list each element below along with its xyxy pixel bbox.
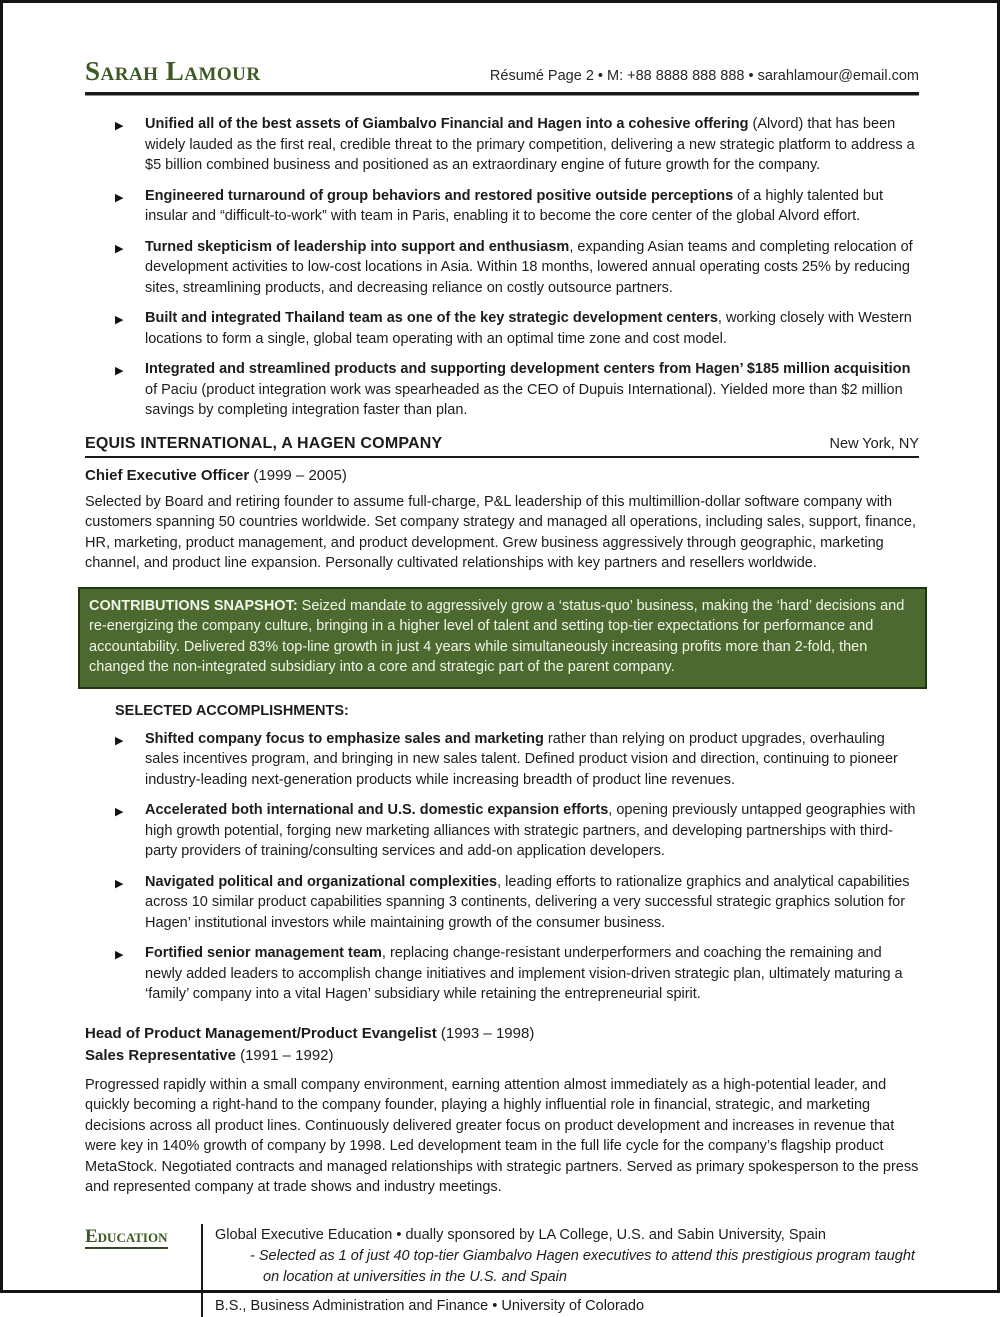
header-rule: [85, 92, 919, 96]
role-dates: (1993 – 1998): [436, 1024, 535, 1042]
page-header: [85, 58, 919, 85]
accomplishment-item: [115, 872, 919, 934]
selected-accomplishments-heading: SELECTED ACCOMPLISHMENTS:: [115, 702, 349, 719]
education-program-note: - Selected as 1 of just 40 top-tier Giambalvo Hagen executives to attend this prestigious program taught on location at universities in the U.S. and Spain: [250, 1248, 915, 1285]
role-line: [85, 1023, 919, 1045]
accomplishment-item: [115, 186, 919, 227]
accomplishment-detail: , replacing change-resistant underperformers and coaching the remaining and newly added leaders to accomplish change initiatives and implement vision-driven strategic plan, ultimately maturing a ‘family’ company into a vital Hagen’ subsidiary while retaining the entrepreneurial spirit.: [145, 945, 903, 1002]
employer-heading: [85, 435, 919, 458]
employer-name: EQUIS INTERNATIONAL, A HAGEN COMPANY: [85, 434, 443, 452]
role-title: Head of Product Management/Product Evangelist: [85, 1024, 437, 1042]
bullet-arrow-icon: ▶: [115, 877, 124, 890]
earlier-roles-summary: Progressed rapidly within a small company environment, earning attention almost immediately as a high-potential leader, and quickly becoming a right-hand to the company founder, playing a highly influential role in financial, strategic, and marketing decisions across all product lines. Continuously delivered greater focus on product development and increases in revenue that were key in 140% growth of company by 1998. Led development team in the full life cycle for the company’s flagship product MetaStock. Negotiated contracts and managed relationships with strategic partners. Served as primary spokesperson to the press and represented company at trade shows and industry meetings.: [85, 1076, 919, 1195]
accomplishment-item: [115, 308, 919, 349]
accomplishment-item: [115, 114, 919, 176]
employer-location: New York, NY: [829, 435, 919, 452]
candidate-name: Sarah Lamour: [85, 56, 261, 86]
accomplishment-lead: Navigated political and organizational complexities: [145, 873, 498, 890]
accomplishment-detail: , opening previously untapped geographies with high growth potential, forging new marketing alliances with strategic partners, and developing partnerships with third-party providers of training/consulting services and add-on application developers.: [145, 802, 916, 859]
education-heading: Education: [85, 1227, 168, 1250]
accomplishment-lead: Engineered turnaround of group behaviors and restored positive outside perceptions: [145, 187, 734, 204]
job-title: Chief Executive Officer: [85, 466, 250, 484]
job-title-line: [85, 467, 919, 484]
accomplishment-lead: Turned skepticism of leadership into support and enthusiasm: [145, 238, 570, 255]
accomplishment-detail: (Alvord) that has been widely lauded as the first real, credible threat to the primary competition, delivering a new strategic platform to address a $5 billion combined business and positioned as an extraordinary engine of future growth for the company.: [145, 116, 915, 173]
snapshot-text: Seized mandate to aggressively grow a ‘status-quo’ business, making the ‘hard’ decisions and re-energizing the company culture, bringing in a higher level of talent and setting top-tier expectations for performance and accountability. Delivered 83% top-line growth in just 4 years while simultaneously increasing profits more than 2-fold, then changed the non-integrated subsidiary into a core and strategic part of the parent company.: [89, 597, 905, 675]
bullet-arrow-icon: ▶: [115, 314, 124, 326]
accomplishment-detail: rather than relying on product upgrades, overhauling sales incentives program, and bringing in new sales talent. Defined product vision and direction, continuing to pioneer industry-leading next-generation products while increasing breadth of product line revenues.: [145, 730, 898, 788]
giambalvo-accomplishment-list: [85, 114, 919, 421]
bullet-arrow-icon: ▶: [115, 365, 124, 377]
education-section: [85, 1224, 919, 1317]
role-line: [85, 1045, 919, 1067]
accomplishment-lead: Shifted company focus to emphasize sales and marketing: [145, 730, 544, 747]
accomplishment-item: [115, 800, 919, 862]
bullet-arrow-icon: ▶: [115, 734, 124, 747]
bullet-arrow-icon: ▶: [115, 806, 124, 818]
role-title: Sales Representative: [85, 1046, 236, 1064]
bullet-arrow-icon: ▶: [115, 949, 124, 961]
accomplishment-lead: Unified all of the best assets of Giambalvo Financial and Hagen into a cohesive offering: [145, 116, 749, 132]
role-dates: (1991 – 1992): [235, 1046, 334, 1064]
education-label-column: [85, 1224, 201, 1317]
bullet-arrow-icon: ▶: [115, 191, 124, 204]
education-divider: [201, 1224, 203, 1317]
accomplishment-detail: , expanding Asian teams and completing relocation of development activities to low-cost locations in Asia. Within 18 months, lowered annual operating costs 25% by reducing sites, streamlining products, and decreasing reliance on costly outsource partners.: [145, 238, 913, 296]
accomplishment-detail: of Paciu (product integration work was spearheaded as the CEO of Dupuis International). Yielded more than $2 million savings by completing integration faster than plan.: [145, 381, 903, 418]
bullet-arrow-icon: ▶: [115, 120, 124, 132]
accomplishment-lead: Integrated and streamlined products and supporting development centers from Hagen’ $185 million acquisition: [145, 361, 911, 377]
accomplishment-detail: , working closely with Western locations to form a single, global team operating with an optimal time zone and cost model.: [145, 310, 912, 347]
accomplishment-detail: , leading efforts to rationalize graphics and analytical capabilities across 10 similar product capabilities spanning 3 continents, delivering a very successful strategic graphics solution for Hagen’ institutional investors while maintaining growth of the consumer business.: [145, 873, 910, 931]
accomplishment-item: [115, 729, 919, 791]
accomplishment-lead: Fortified senior management team: [145, 945, 382, 961]
accomplishment-item: [115, 359, 919, 421]
education-program: Global Executive Education • dually sponsored by LA College, U.S. and Sabin University, Spain: [215, 1226, 826, 1243]
education-content: [215, 1224, 919, 1317]
role-summary: Selected by Board and retiring founder to assume full-charge, P&L leadership of this multimillion-dollar software company with customers spanning 50 countries worldwide. Set company strategy and managed all operations, including sales, support, finance, HR, marketing, product management, and product development. Grew business aggressively through geographic, marketing channel, and product line expansion. Personally cultivated relationships with key partners and resellers worldwide.: [85, 493, 917, 571]
bullet-arrow-icon: ▶: [115, 242, 124, 255]
job-dates: (1999 – 2005): [249, 466, 347, 484]
accomplishment-lead: Built and integrated Thailand team as one of the key strategic development centers: [145, 310, 718, 326]
snapshot-label: CONTRIBUTIONS SNAPSHOT:: [89, 597, 298, 614]
selected-accomplishments-list: [85, 729, 919, 1005]
accomplishment-lead: Accelerated both international and U.S. domestic expansion efforts: [145, 802, 609, 818]
contact-line: Résumé Page 2 • M: +88 8888 888 888 • sarahlamour@email.com: [489, 68, 919, 84]
contributions-snapshot-box: [78, 587, 927, 689]
earlier-roles: [85, 1023, 919, 1067]
education-degree: B.S., Business Administration and Finance • University of Colorado: [215, 1298, 645, 1314]
accomplishment-detail: of a highly talented but insular and “difficult-to-work” with team in Paris, enabling it to become the core center of the global Alvord effort.: [145, 187, 884, 224]
accomplishment-item: [115, 237, 919, 299]
accomplishment-item: [115, 943, 919, 1005]
